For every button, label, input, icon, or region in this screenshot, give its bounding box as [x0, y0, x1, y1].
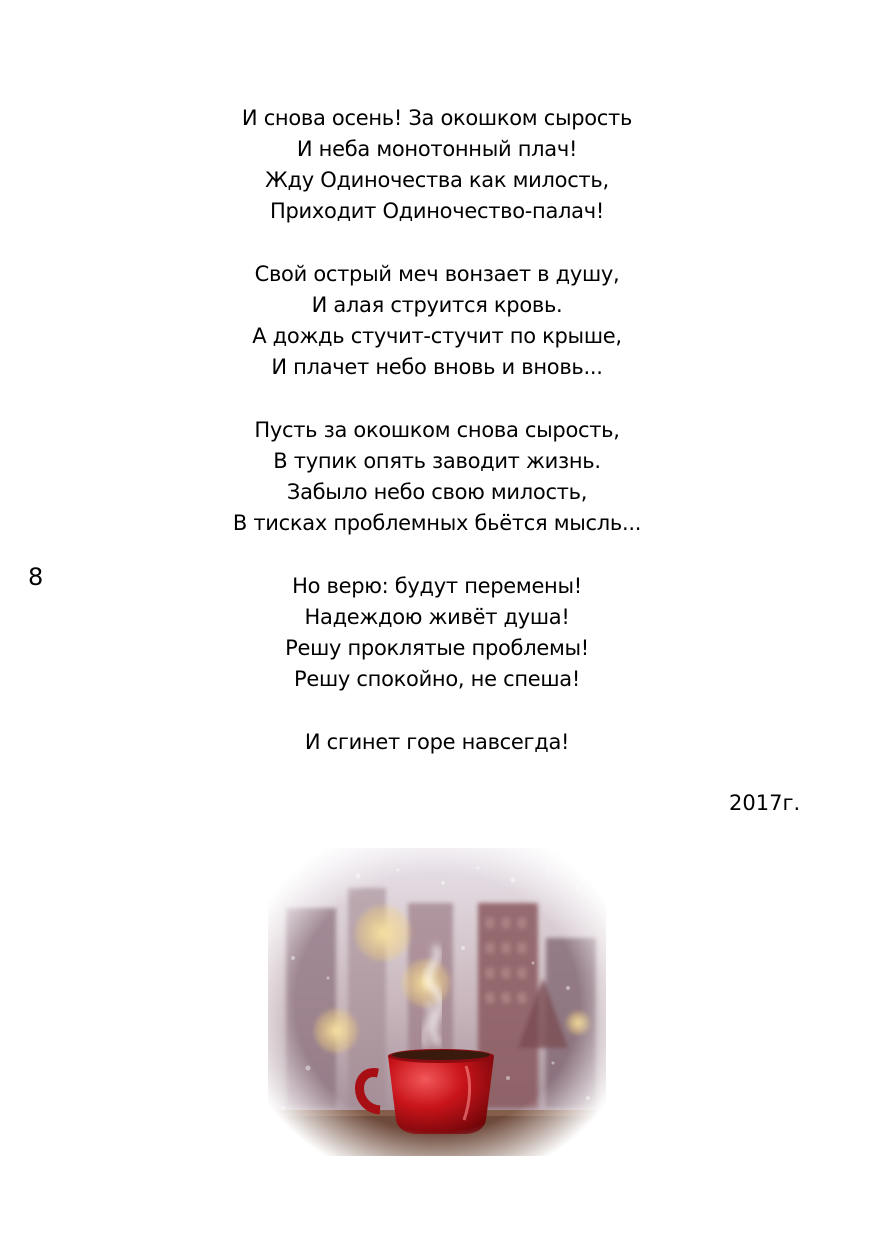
- poem-line: Надеждою живёт душа!: [304, 605, 570, 629]
- stanza-5: [0, 727, 874, 758]
- poem-line: Решу спокойно, не спеша!: [294, 667, 580, 691]
- poem-line: Жду Одиночества как милость,: [265, 168, 609, 192]
- soft-vignette: [268, 848, 606, 1156]
- poem-line: В тисках проблемных бьётся мысль...: [232, 511, 642, 535]
- poem-line: Забыло небо свою милость,: [286, 480, 588, 504]
- poem-line: Приходит Одиночество-палач!: [270, 199, 604, 223]
- poem-line: И снова осень! За окошком сырость: [241, 106, 633, 130]
- page-number: 8: [28, 563, 44, 591]
- poem-date: 2017г.: [729, 791, 801, 815]
- rainy-window-coffee-illustration: [268, 848, 606, 1156]
- stanza-4: [0, 571, 874, 695]
- poem-line: И плачет небо вновь и вновь...: [271, 355, 603, 379]
- stanza-3: [0, 415, 874, 539]
- poem-line: И неба монотонный плач!: [296, 137, 578, 161]
- poem-line: И алая струится кровь.: [311, 293, 563, 317]
- poem-line: В тупик опять заводит жизнь.: [273, 449, 601, 473]
- poem-line: И сгинет горе навсегда!: [304, 730, 570, 754]
- stanza-2: [0, 259, 874, 383]
- poem-line: Пусть за окошком снова сырость,: [254, 418, 620, 442]
- poem-line: Но верю: будут перемены!: [292, 574, 582, 598]
- poem: [0, 103, 874, 790]
- poem-line: А дождь стучит-стучит по крыше,: [252, 324, 622, 348]
- stanza-1: [0, 103, 874, 227]
- poem-line: Решу проклятые проблемы!: [285, 636, 589, 660]
- poem-line: Свой острый меч вонзает в душу,: [254, 262, 620, 286]
